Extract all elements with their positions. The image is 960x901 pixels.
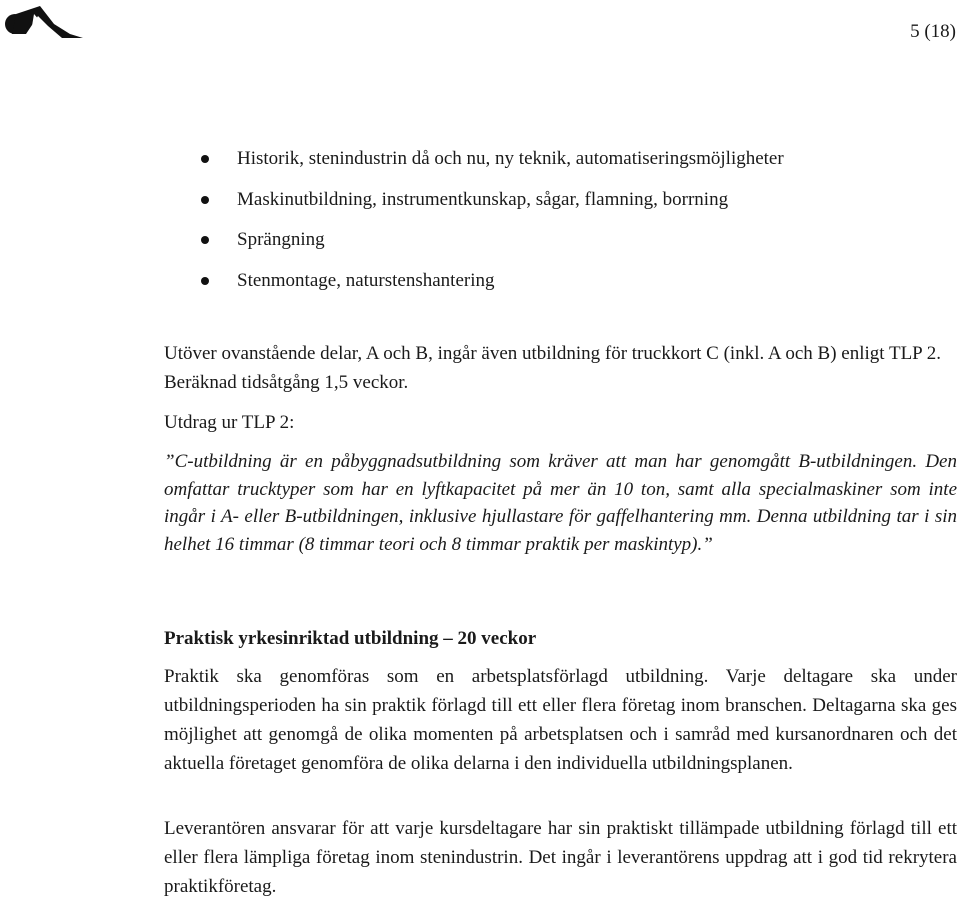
bullet-item: Historik, stenindustrin då och nu, ny teknik, automatiseringsmöjligheter	[200, 139, 784, 180]
supplier-paragraph: Leverantören ansvarar för att varje kursdeltagare har sin praktiskt tillämpade utbildning förlagd till ett eller flera lämpliga företag inom stenindustrin. Det ingår i leverantörens uppdrag att i god tid rekrytera praktikföretag.	[164, 818, 957, 897]
page-number: 5 (18)	[910, 21, 956, 42]
topic-bullet-list	[200, 139, 784, 301]
practice-paragraph: Praktik ska genomföras som en arbetsplatsförlagd utbildning. Varje deltagare ska under utbildningsperioden ha sin praktik förlagd till ett eller flera företag inom branschen. Deltagarna ska ges möjlighet att genomgå de olika momenten på arbetsplatsen och i samråd med kursanordnaren och det aktuella företaget genomföra de olika delarna i den individuella utbildningsplanen.	[164, 666, 957, 774]
bullet-item: Maskinutbildning, instrumentkunskap, sågar, flamning, borrning	[200, 180, 784, 221]
bullet-item: Stenmontage, naturstenshantering	[200, 261, 784, 302]
tlp-quote: ”C-utbildning är en påbyggnadsutbildning som kräver att man har genomgått B-utbildningen. Den omfattar trucktyper som har en lyftkapacitet på mer än 10 ton, samt alla specialmaskiner som inte ingår i A- eller B-utbildningen, inklusive hjullastare för gaffelhantering mm. Denna utbildning tar i sin helhet 16 timmar (8 timmar teori och 8 timmar praktik per maskintyp).”	[164, 451, 957, 555]
excerpt-label: Utdrag ur TLP 2:	[164, 412, 295, 433]
section-heading: Praktisk yrkesinriktad utbildning – 20 veckor	[164, 628, 537, 649]
bullet-item: Sprängning	[200, 220, 784, 261]
intro-paragraph: Utöver ovanstående delar, A och B, ingår även utbildning för truckkort C (inkl. A och B) enligt TLP 2. Beräknad tidsåtgång 1,5 veckor.	[164, 343, 942, 393]
brand-logo-icon	[4, 4, 84, 40]
